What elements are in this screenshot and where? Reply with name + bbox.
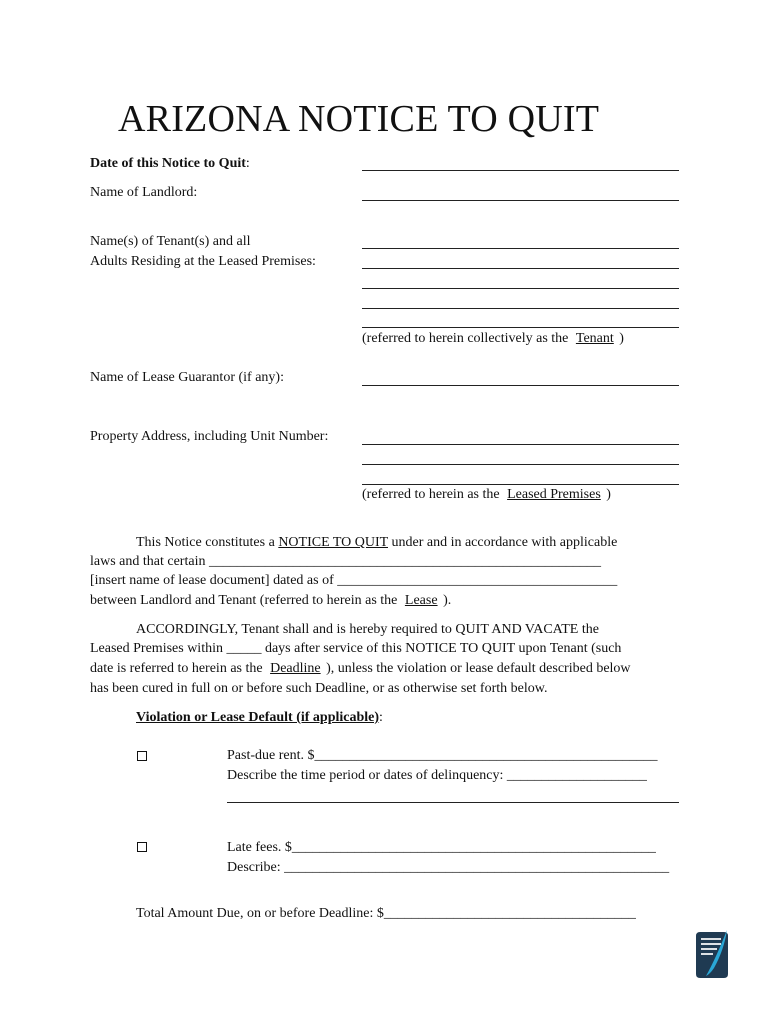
tenants-label-line-1: Name(s) of Tenant(s) and all bbox=[90, 234, 251, 249]
tenant-field-5[interactable] bbox=[362, 327, 679, 328]
premises-note bbox=[362, 487, 611, 503]
past-due-rent-label: Past-due rent. $_________________________________________________ bbox=[227, 748, 658, 763]
paragraph2-line-4: has been cured in full on or before such Deadline, or as otherwise set forth below. bbox=[90, 681, 548, 696]
tenant-field-2[interactable] bbox=[362, 268, 679, 269]
property-field-2[interactable] bbox=[362, 464, 679, 465]
date-label-text: Date of this Notice to Quit bbox=[90, 156, 246, 171]
document-pen-logo-icon bbox=[694, 928, 730, 980]
tenant-note bbox=[362, 331, 624, 347]
document-title: ARIZONA NOTICE TO QUIT bbox=[118, 98, 600, 140]
p1-text-a: This Notice constitutes a bbox=[136, 535, 279, 550]
lease-defined-term: Lease bbox=[404, 593, 438, 608]
paragraph1-line-4 bbox=[90, 593, 451, 609]
p2-l3-c: ), unless the violation or lease default described below bbox=[326, 661, 631, 676]
past-due-rent-checkbox[interactable] bbox=[137, 751, 147, 761]
tenant-field-1[interactable] bbox=[362, 248, 679, 249]
violation-heading bbox=[136, 710, 383, 726]
landlord-label: Name of Landlord: bbox=[90, 185, 198, 200]
landlord-field[interactable] bbox=[362, 200, 679, 201]
past-due-rent-describe-field[interactable] bbox=[227, 802, 679, 803]
total-amount-due: Total Amount Due, on or before Deadline: $____________________________________ bbox=[136, 906, 636, 921]
past-due-rent-describe: Describe the time period or dates of delinquency: ____________________ bbox=[227, 768, 647, 783]
property-field-1[interactable] bbox=[362, 444, 679, 445]
paragraph2-line-3 bbox=[90, 661, 631, 677]
tenant-defined-term: Tenant bbox=[575, 331, 614, 346]
guarantor-field[interactable] bbox=[362, 385, 679, 386]
tenant-note-prefix: (referred to herein collectively as the bbox=[362, 331, 569, 346]
deadline-defined-term: Deadline bbox=[270, 661, 321, 676]
notice-to-quit-term: NOTICE TO QUIT bbox=[278, 535, 388, 550]
p2-l3-a: date is referred to herein as the bbox=[90, 661, 263, 676]
late-fees-checkbox[interactable] bbox=[137, 842, 147, 852]
guarantor-label: Name of Lease Guarantor (if any): bbox=[90, 370, 284, 385]
paragraph1-line-1 bbox=[136, 535, 617, 551]
p1-l4-c: ). bbox=[443, 593, 452, 608]
late-fees-label: Late fees. $____________________________________________________ bbox=[227, 840, 656, 855]
premises-defined-term: Leased Premises bbox=[507, 487, 601, 502]
paragraph1-line-2: laws and that certain ________________________________________________________ bbox=[90, 554, 601, 569]
date-field[interactable] bbox=[362, 170, 679, 171]
tenant-field-4[interactable] bbox=[362, 308, 679, 309]
tenant-field-3[interactable] bbox=[362, 288, 679, 289]
date-label bbox=[90, 156, 250, 172]
paragraph2-line-2: Leased Premises within _____ days after service of this NOTICE TO QUIT upon Tenant (such bbox=[90, 641, 622, 656]
violation-heading-colon: : bbox=[379, 710, 383, 725]
violation-heading-text: Violation or Lease Default (if applicable) bbox=[136, 710, 380, 725]
date-label-colon: : bbox=[245, 156, 250, 171]
late-fees-describe: Describe: _______________________________________________________ bbox=[227, 860, 670, 875]
tenants-label-line-2: Adults Residing at the Leased Premises: bbox=[90, 254, 316, 269]
paragraph1-line-3: [insert name of lease document] dated as of ________________________________________ bbox=[90, 573, 618, 588]
property-label: Property Address, including Unit Number: bbox=[90, 429, 329, 444]
p1-l4-a: between Landlord and Tenant (referred to herein as the bbox=[90, 593, 398, 608]
paragraph2-line-1: ACCORDINGLY, Tenant shall and is hereby required to QUIT AND VACATE the bbox=[136, 622, 599, 637]
premises-note-prefix: (referred to herein as the bbox=[362, 487, 500, 502]
property-field-3[interactable] bbox=[362, 484, 679, 485]
premises-note-suffix: ) bbox=[606, 487, 611, 502]
p1-text-c: under and in accordance with applicable bbox=[387, 535, 618, 550]
tenant-note-suffix: ) bbox=[619, 331, 624, 346]
